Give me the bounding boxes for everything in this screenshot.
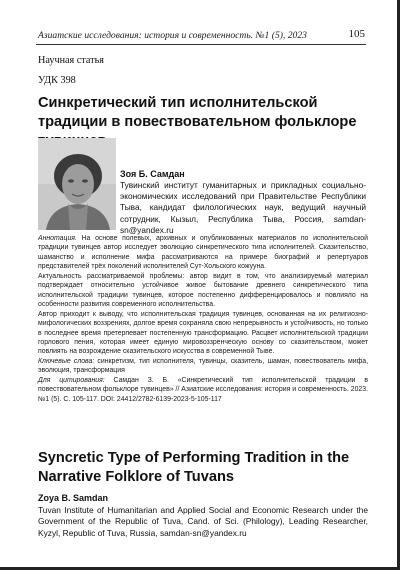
abstract-paragraph: Автор приходит к выводу, что исполнительская традиция тувинцев, основанная на их религиозно-мифологических воззрениях, долгое время сохраняла свою непрерывность и устойчивость, но только в последнее время претерпевает постепенную трансформацию. Расцвет исполнительской традиции горлового пения, которая имеет единую мировоззренческую основу со сказительством, может повлиять на возрождение сказительского искусства в современной Тыве. xyxy=(38,310,368,356)
author-name-ru: Зоя Б. Самдан xyxy=(120,169,185,179)
citation-text: Самдан З. Б. «Синкретический тип исполнительской традиции в повествовательном фольклоре тувинцев» // Азиатские исследования: история и современность. 2023. №1 (5). С. 105-117. DOI: 24412/2782-6139-2023-5-105-117 xyxy=(38,376,368,403)
author-photo xyxy=(38,138,116,230)
citation-label: Для цитирования: xyxy=(38,376,105,384)
article-type: Научная статья xyxy=(38,55,104,66)
keywords-text: синкретизм, тип исполнителя, тувинцы, сказитель, шаман, повествователь мифа, эволюция, трансформация xyxy=(38,357,368,375)
keywords-line xyxy=(38,357,368,376)
abstract-label: Аннотация. xyxy=(38,235,77,242)
abstract-paragraph xyxy=(38,234,368,272)
citation-line xyxy=(38,376,368,404)
article-title-en: Syncretic Type of Performing Tradition in the Narrative Folklore of Tuvans xyxy=(38,450,350,485)
author-affiliation-en: Tuvan Institute of Humanitarian and Applied Social and Economic Research under the Government of the Republic of Tuva, Cand. of Sci. (Philology), Leading Researcher, Kyzyl, Republic of Tuva, Russia, samdan-sn@yandex.ru xyxy=(38,505,368,538)
abstract-text: На основе полевых, архивных и опубликованных материалов по исполнительской традиции тувинцев автор исследует эволюцию синкретического типа исполнителей. Сказительство, шаманство и исполнение мифа рассматриваются на примере биографий и репертуаров представителей трёх поколений исполнителей Сут-Хольского кожууна. xyxy=(38,235,368,271)
udc-code: УДК 398 xyxy=(38,75,76,86)
running-header: Азиатские исследования: история и современность. №1 (5), 2023 xyxy=(38,30,307,41)
page-number: 105 xyxy=(348,28,365,40)
article-title-ru: Синкретический тип исполнительской традиции в повествовательном фольклоре xyxy=(38,95,357,130)
author-name-en: Zoya B. Samdan xyxy=(38,493,109,503)
author-affiliation-ru: Тувинский институт гуманитарных и прикладных социально-экономических исследований при Правительстве Республики Тыва, кандидат филологических наук, ведущий научный сотрудник, Кызыл, Республика Тыва, Россия, samdan-sn@yandex.ru xyxy=(120,180,366,235)
header-rule xyxy=(36,44,366,45)
abstract-block xyxy=(38,234,368,404)
abstract-paragraph: Актуальность рассматриваемой проблемы: автор видит в том, что анализируемый материал подтверждает относительно устойчивое живое бытование древнего синкретического типа исполнительской традиции тувинцев, которое постепенно дифференцировалось и повлияло на особенности развития современного исполнительства. xyxy=(38,272,368,309)
keywords-label: Ключевые слова: xyxy=(38,357,95,365)
